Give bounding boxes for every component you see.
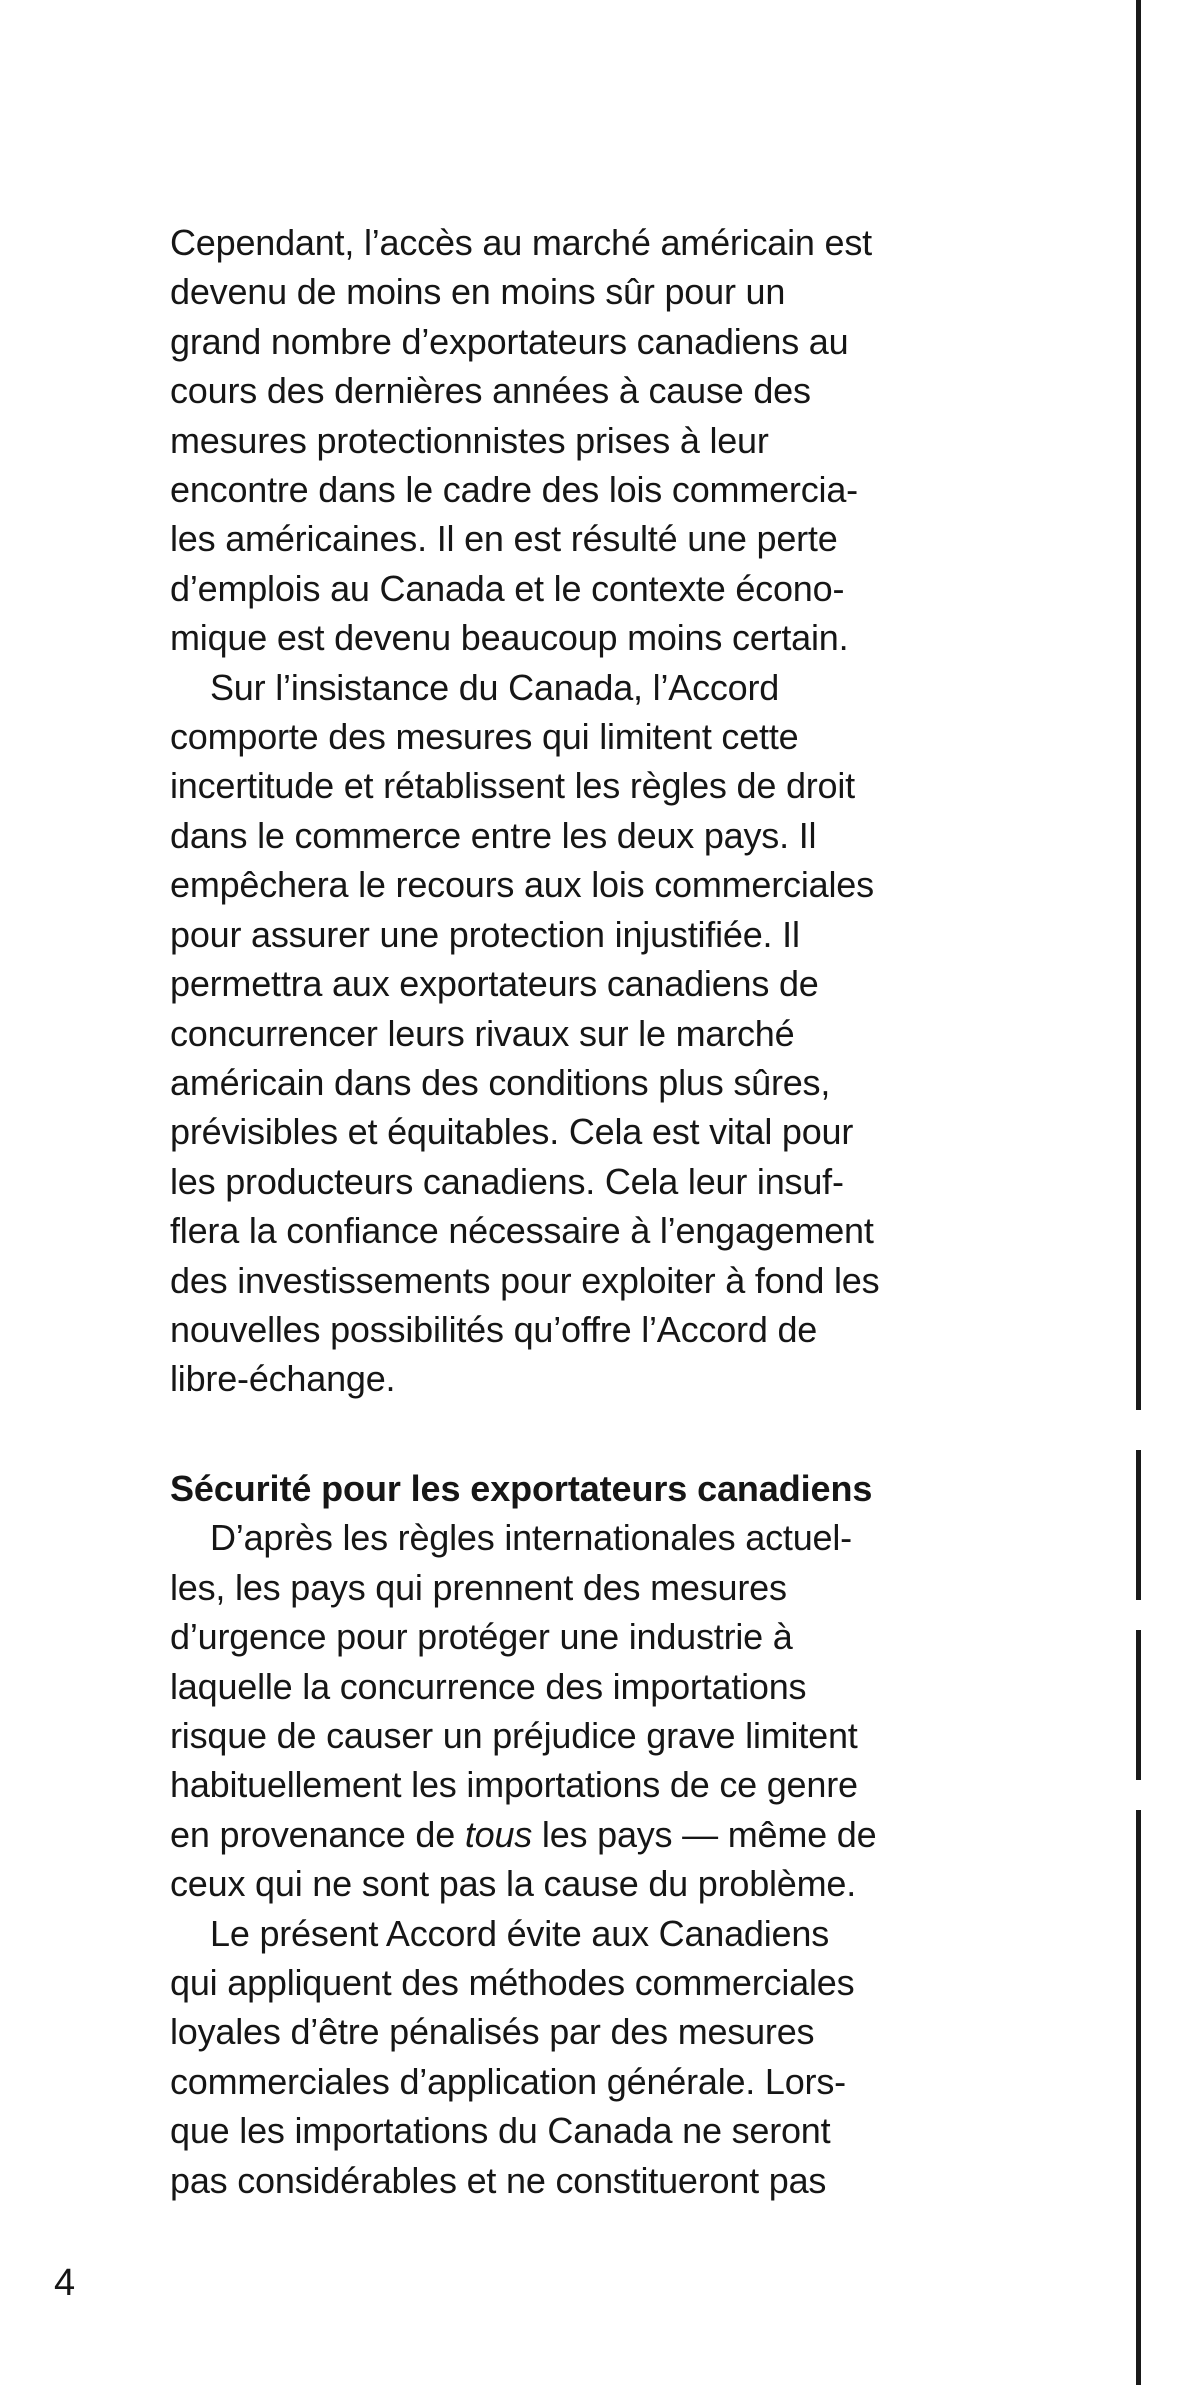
text-line: incertitude et rétablissent les règles de droit bbox=[170, 765, 855, 807]
text-line: les producteurs canadiens. Cela leur insuf- bbox=[170, 1160, 844, 1202]
text-line: Le présent Accord évite aux Canadiens bbox=[210, 1912, 829, 1954]
italic-word: tous bbox=[464, 1813, 533, 1855]
text-line: devenu de moins en moins sûr pour un bbox=[170, 271, 786, 313]
text-line: américain dans des conditions plus sûres, bbox=[170, 1061, 831, 1103]
page-edge-gap bbox=[1136, 1780, 1141, 1810]
text-line: les, les pays qui prennent des mesures bbox=[170, 1566, 787, 1608]
text-line: Sur l’insistance du Canada, l’Accord bbox=[210, 666, 780, 708]
text-fragment: les pays — même de bbox=[532, 1813, 877, 1855]
text-line: mesures protectionnistes prises à leur bbox=[170, 419, 769, 461]
text-line: empêchera le recours aux lois commerciales bbox=[170, 864, 874, 906]
page-edge-line bbox=[1136, 0, 1141, 2385]
section-1-text bbox=[170, 218, 1010, 1404]
text-line: pour assurer une protection injustifiée. Il bbox=[170, 913, 800, 955]
text-line: concurrencer leurs rivaux sur le marché bbox=[170, 1012, 795, 1054]
text-line: flera la confiance nécessaire à l’engagement bbox=[170, 1210, 874, 1252]
text-line: pas considérables et ne constitueront pas bbox=[170, 2159, 827, 2201]
text-line: comporte des mesures qui limitent cette bbox=[170, 716, 799, 758]
text-line: nouvelles possibilités qu’offre l’Accord de bbox=[170, 1308, 818, 1350]
text-line: commerciales d’application générale. Lors- bbox=[170, 2060, 846, 2102]
page-number: 4 bbox=[54, 2262, 76, 2304]
text-line: d’emplois au Canada et le contexte écono- bbox=[170, 567, 845, 609]
section-2-text bbox=[170, 1464, 1010, 2205]
text-line: laquelle la concurrence des importations bbox=[170, 1665, 807, 1707]
text-line: que les importations du Canada ne seront bbox=[170, 2110, 831, 2152]
text-line-with-italic bbox=[170, 1810, 1010, 1859]
text-line: risque de causer un préjudice grave limitent bbox=[170, 1715, 858, 1757]
text-line: mique est devenu beaucoup moins certain. bbox=[170, 617, 849, 659]
text-line: prévisibles et équitables. Cela est vital pour bbox=[170, 1111, 854, 1153]
page-edge-gap bbox=[1136, 1600, 1141, 1630]
section-heading: Sécurité pour les exportateurs canadiens bbox=[170, 1468, 873, 1509]
text-line: loyales d’être pénalisés par des mesures bbox=[170, 2011, 815, 2053]
text-line: grand nombre d’exportateurs canadiens au bbox=[170, 320, 849, 362]
text-line: libre-échange. bbox=[170, 1358, 396, 1400]
text-line: habituellement les importations de ce genre bbox=[170, 1764, 858, 1806]
text-line: dans le commerce entre les deux pays. Il bbox=[170, 814, 817, 856]
text-line: des investissements pour exploiter à fond les bbox=[170, 1259, 880, 1301]
text-line: cours des dernières années à cause des bbox=[170, 370, 811, 412]
text-line: Cependant, l’accès au marché américain est bbox=[170, 222, 872, 263]
text-line: encontre dans le cadre des lois commercia- bbox=[170, 469, 858, 511]
page-edge-gap bbox=[1136, 1410, 1141, 1450]
text-line: D’après les règles internationales actuel- bbox=[210, 1517, 852, 1559]
text-line: permettra aux exportateurs canadiens de bbox=[170, 963, 819, 1005]
text-line: les américaines. Il en est résulté une perte bbox=[170, 518, 838, 560]
text-line: d’urgence pour protéger une industrie à bbox=[170, 1616, 793, 1658]
text-fragment: en provenance de bbox=[170, 1813, 465, 1855]
text-line: ceux qui ne sont pas la cause du problème. bbox=[170, 1863, 857, 1905]
text-line: qui appliquent des méthodes commerciales bbox=[170, 1962, 855, 2004]
